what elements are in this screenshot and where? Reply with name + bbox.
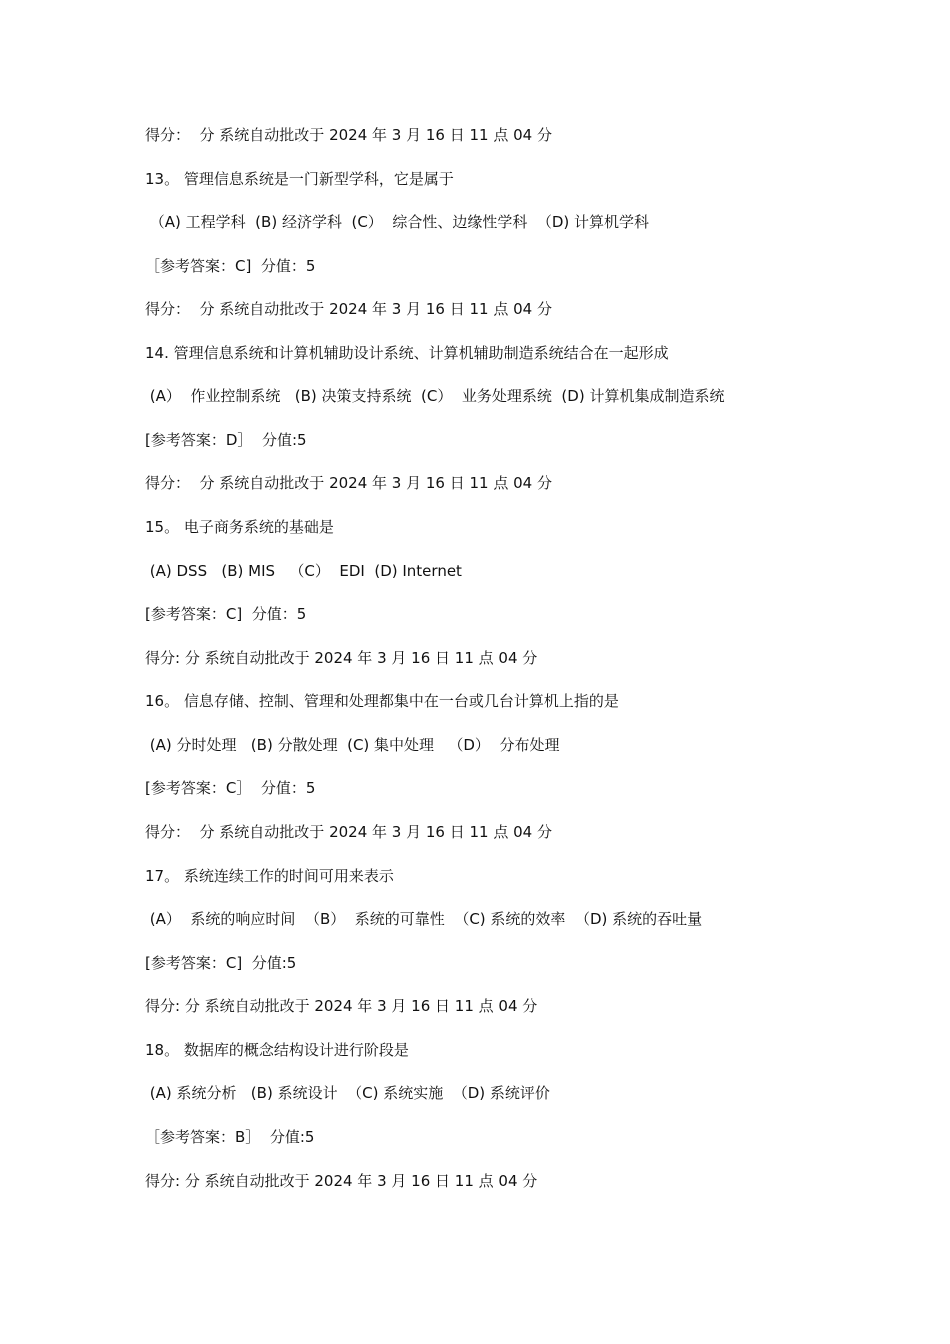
score-line: 得分: 分 系统自动批改于 2024 年 3 月 16 日 11 点 04 分 [145,1172,538,1190]
options-14: (A） 作业控制系统 (B) 决策支持系统 (C） 业务处理系统 (D) 计算机集成制造系统 [145,387,725,405]
answer-14: [参考答案：D］ 分值:5 [145,431,307,449]
score-line: 得分： 分 系统自动批改于 2024 年 3 月 16 日 11 点 04 分 [145,126,552,144]
score-line: 得分: 分 系统自动批改于 2024 年 3 月 16 日 11 点 04 分 [145,649,538,667]
score-line: 得分: 分 系统自动批改于 2024 年 3 月 16 日 11 点 04 分 [145,997,538,1015]
question-17: 17。 系统连续工作的时间可用来表示 [145,867,394,885]
answer-16: [参考答案：C］ 分值：5 [145,779,316,797]
score-line: 得分： 分 系统自动批改于 2024 年 3 月 16 日 11 点 04 分 [145,823,552,841]
question-18: 18。 数据库的概念结构设计进行阶段是 [145,1041,409,1059]
options-18: (A) 系统分析 (B) 系统设计 （C) 系统实施 （D) 系统评价 [145,1084,550,1102]
options-16: (A) 分时处理 (B) 分散处理 (C) 集中处理 （D） 分布处理 [145,736,560,754]
options-17: (A） 系统的响应时间 （B） 系统的可靠性 （C) 系统的效率 （D) 系统的吞吐量 [145,910,703,928]
options-13: （A) 工程学科 (B) 经济学科 (C） 综合性、边缘性学科 （D) 计算机学科 [145,213,650,231]
score-line: 得分： 分 系统自动批改于 2024 年 3 月 16 日 11 点 04 分 [145,474,552,492]
question-16: 16。 信息存储、控制、管理和处理都集中在一台或几台计算机上指的是 [145,692,619,710]
question-14: 14. 管理信息系统和计算机辅助设计系统、计算机辅助制造系统结合在一起形成 [145,344,669,362]
question-13: 13。 管理信息系统是一门新型学科，它是属于 [145,170,454,188]
score-line: 得分： 分 系统自动批改于 2024 年 3 月 16 日 11 点 04 分 [145,300,552,318]
answer-15: [参考答案：C] 分值：5 [145,605,307,623]
answer-18: ［参考答案：B］ 分值:5 [145,1128,315,1146]
question-15: 15。 电子商务系统的基础是 [145,518,334,536]
answer-13: ［参考答案：C] 分值：5 [145,257,316,275]
answer-17: [参考答案：C] 分值:5 [145,954,297,972]
options-15: (A) DSS (B) MIS （C） EDI (D) Internet [145,562,462,580]
